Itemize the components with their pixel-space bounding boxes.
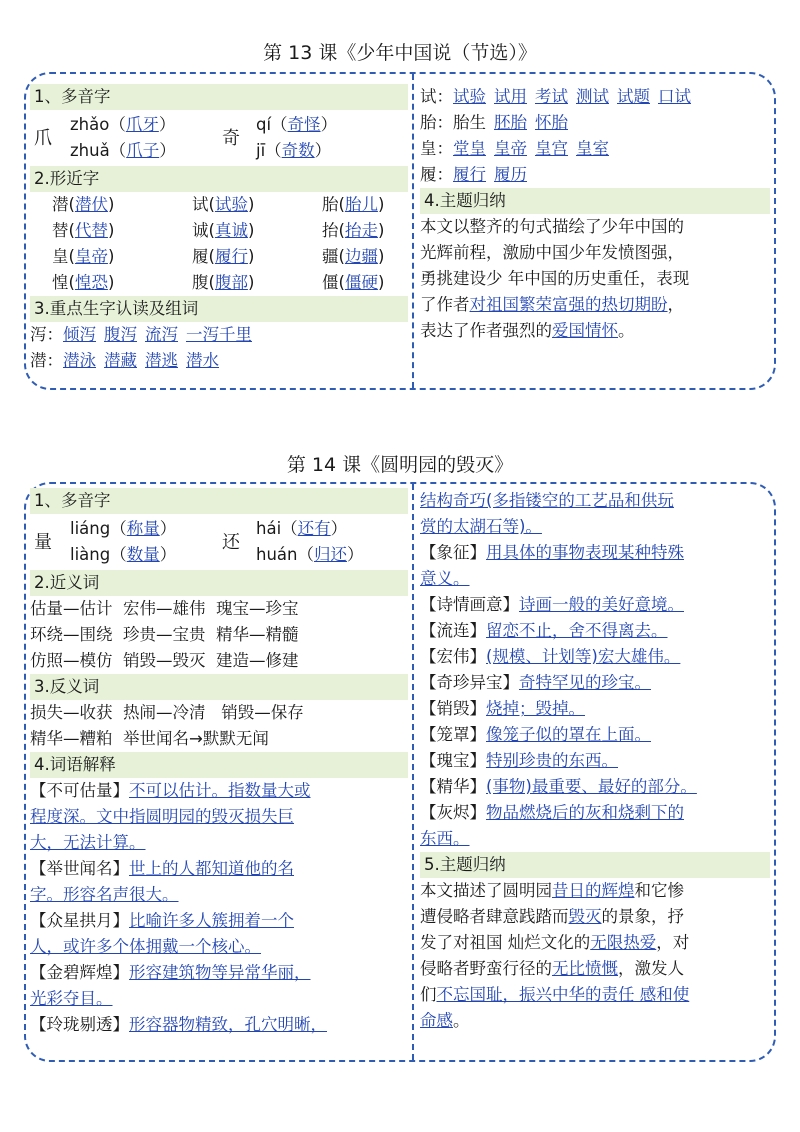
section-title: 4.词语解释 (30, 752, 408, 778)
lesson14-box (24, 482, 776, 1062)
theme-line: 遭侵略者肆意践踏而毁灭的景象，抒 (420, 907, 684, 926)
polyphone-group: 爪 zhǎo（爪牙） zhuǎ（爪子） 奇 qí（奇怪） jī（奇数） (34, 115, 338, 160)
section-title: 3.反义词 (30, 674, 408, 700)
term-explanation: 【众星拱月】比喻许多人簇拥着一个 (30, 911, 294, 930)
theme-line: 光辉前程，激励中国少年发愤图强， (420, 243, 684, 262)
theme-line: 们不忘国耻，振兴中华的责任 感和使 (420, 985, 690, 1004)
lesson13-left-column (30, 84, 408, 374)
zuci-row: 履：履行 履历 (420, 165, 527, 184)
zuci-row: 皇：堂皇 皇帝 皇宫 皇室 (420, 139, 609, 158)
theme-line: 表达了作者强烈的爱国情怀。 (420, 321, 635, 340)
term-explanation: 【不可估量】不可以估计。指数量大或 (30, 781, 311, 800)
synonym-row: 估量—估计 宏伟—雄伟 瑰宝—珍宝 (30, 599, 299, 618)
theme-line: 侵略者野蛮行径的无比愤慨，激发人 (420, 959, 684, 978)
theme-line: 本文描述了圆明园昔日的辉煌和它惨 (420, 881, 684, 900)
section-title: 2.形近字 (30, 166, 408, 192)
term-explanation: 【宏伟】(规模、计划等)宏大雄伟。 (420, 647, 681, 666)
lesson13-box (24, 72, 776, 390)
zuci-row: 胎：胎生 胚胎 怀胎 (420, 113, 568, 132)
section-title: 3.重点生字认读及组词 (30, 296, 408, 322)
section-title: 4.主题归纳 (420, 188, 770, 214)
term-explanation: 【象征】用具体的事物表现某种特殊 (420, 543, 684, 562)
theme-line: 发了对祖国 灿烂文化的无限热爱，对 (420, 933, 690, 952)
term-explanation: 【瑰宝】特别珍贵的东西。 (420, 751, 618, 770)
theme-line: 勇挑建设少 年中国的历史重任，表现 (420, 269, 690, 288)
antonym-row: 精华—糟粕 举世闻名→默默无闻 (30, 729, 269, 748)
poly-char: 爪 (34, 128, 52, 149)
zuci-row: 试：试验 试用 考试 测试 试题 口试 (420, 87, 691, 106)
lesson13-title: 第 13 课《少年中国说（节选）》 (263, 42, 537, 64)
lesson14-right-column: 结构奇巧(多指镂空的工艺品和供玩 赏的太湖石等)。 【象征】用具体的事物表现某种特殊 意义。 【诗情画意】诗画一般的美好意境。 【流连】留恋不止，舍不得离去。 【宏伟】(规模、计划等)宏大雄伟。 【奇珍异宝】奇特罕见的珍宝。 【销毁】烧掉；毁掉。 【笼罩】像笼子似的罩在上面。 【瑰宝】特别珍贵的东西。 【精华】(事物)最重要、最好的部分。 【灰烬】物品燃烧后的灰和烧剩下的 东西。 5.主题归纳 本文描述了圆明园昔日的辉煌和它惨 遭侵略者肆意践踏而毁灭的景象，抒 发了对祖国 灿烂文化的无限热爱，对 侵略者野蛮行径的无比愤慨，激发人 们不忘国耻，振兴中华的责任 感和使 命感。 (420, 488, 770, 1034)
synonym-row: 仿照—模仿 销毁—毁灭 建造—修建 (30, 651, 299, 670)
section-title: 2.近义词 (30, 570, 408, 596)
zuci-row: 泻：倾泻 腹泻 流泻 一泻千里 (30, 325, 252, 344)
polyphone-group: 量 liáng（称量） liàng（数量） 还 hái（还有） huán（归还） (34, 519, 364, 564)
theme-line: 本文以整齐的句式描绘了少年中国的 (420, 217, 684, 236)
zuci-row: 潜：潜泳 潜藏 潜逃 潜水 (30, 351, 219, 370)
term-explanation: 【笼罩】像笼子似的罩在上面。 (420, 725, 651, 744)
theme-line: 命感。 (420, 1011, 470, 1030)
section-title: 1、多音字 (30, 84, 408, 110)
term-explanation: 【举世闻名】世上的人都知道他的名 (30, 859, 294, 878)
lesson13-right-column (420, 84, 770, 344)
synonym-row: 环绕—围绕 珍贵—宝贵 精华—精髓 (30, 625, 299, 644)
term-explanation: 【奇珍异宝】奇特罕见的珍宝。 (420, 673, 651, 692)
term-explanation: 【金碧辉煌】形容建筑物等异常华丽， (30, 963, 311, 982)
lesson14-left-column: 1、多音字 量 liáng（称量） liàng（数量） 还 hái（还有） huán（归还） 2.近义词 估量—估计 宏伟—雄伟 瑰宝—珍宝 环绕—围绕 珍贵—宝贵 精华—精髓 仿照—模仿 销毁—毁灭 建造—修建 3.反义词 损失—收获 热闹—冷清 销毁—保存 精华—糟粕 举世闻名→默默无闻 4.词语解释 【不可估量】不可以估计。指数量大或 程度深。文中指圆明园的毁灭损失巨 大，无法计算。 【举世闻名】世上的人都知道他的名 字。形容名声很大。 【众星拱月】比喻许多人簇拥着一个 人，或许多个体拥戴一个核心。 【金碧辉煌】形容建筑物等异常华丽， 光彩夺目。 【玲珑剔透】形容器物精致，孔穴明晰， (30, 488, 408, 1038)
similar-chars-grid: 潜(潜伏) 试(试验) 胎(胎儿) 替(代替) 诚(真诚) 抬(抬走) 皇(皇帝) 履(履行) 疆(边疆) 惶(惶恐) 腹(腹部) 僵(僵硬) (52, 195, 385, 292)
poly-char: 量 (34, 532, 52, 553)
antonym-row: 损失—收获 热闹—冷清 销毁—保存 (30, 703, 304, 722)
term-explanation: 【诗情画意】诗画一般的美好意境。 (420, 595, 684, 614)
term-explanation: 【精华】(事物)最重要、最好的部分。 (420, 777, 697, 796)
poly-char: 奇 (222, 128, 240, 149)
section-title: 5.主题归纳 (420, 852, 770, 878)
term-explanation: 【灰烬】物品燃烧后的灰和烧剩下的 (420, 803, 684, 822)
term-explanation: 【流连】留恋不止，舍不得离去。 (420, 621, 668, 640)
term-explanation: 【销毁】烧掉；毁掉。 (420, 699, 585, 718)
poly-char: 还 (222, 532, 240, 553)
lesson14-title: 第 14 课《圆明园的毁灭》 (286, 454, 514, 476)
term-explanation: 【玲珑剔透】形容器物精致，孔穴明晰， (30, 1015, 327, 1034)
column-divider (412, 484, 414, 1060)
section-title: 1、多音字 (30, 488, 408, 514)
theme-line: 了作者对祖国繁荣富强的热切期盼， (420, 295, 684, 314)
